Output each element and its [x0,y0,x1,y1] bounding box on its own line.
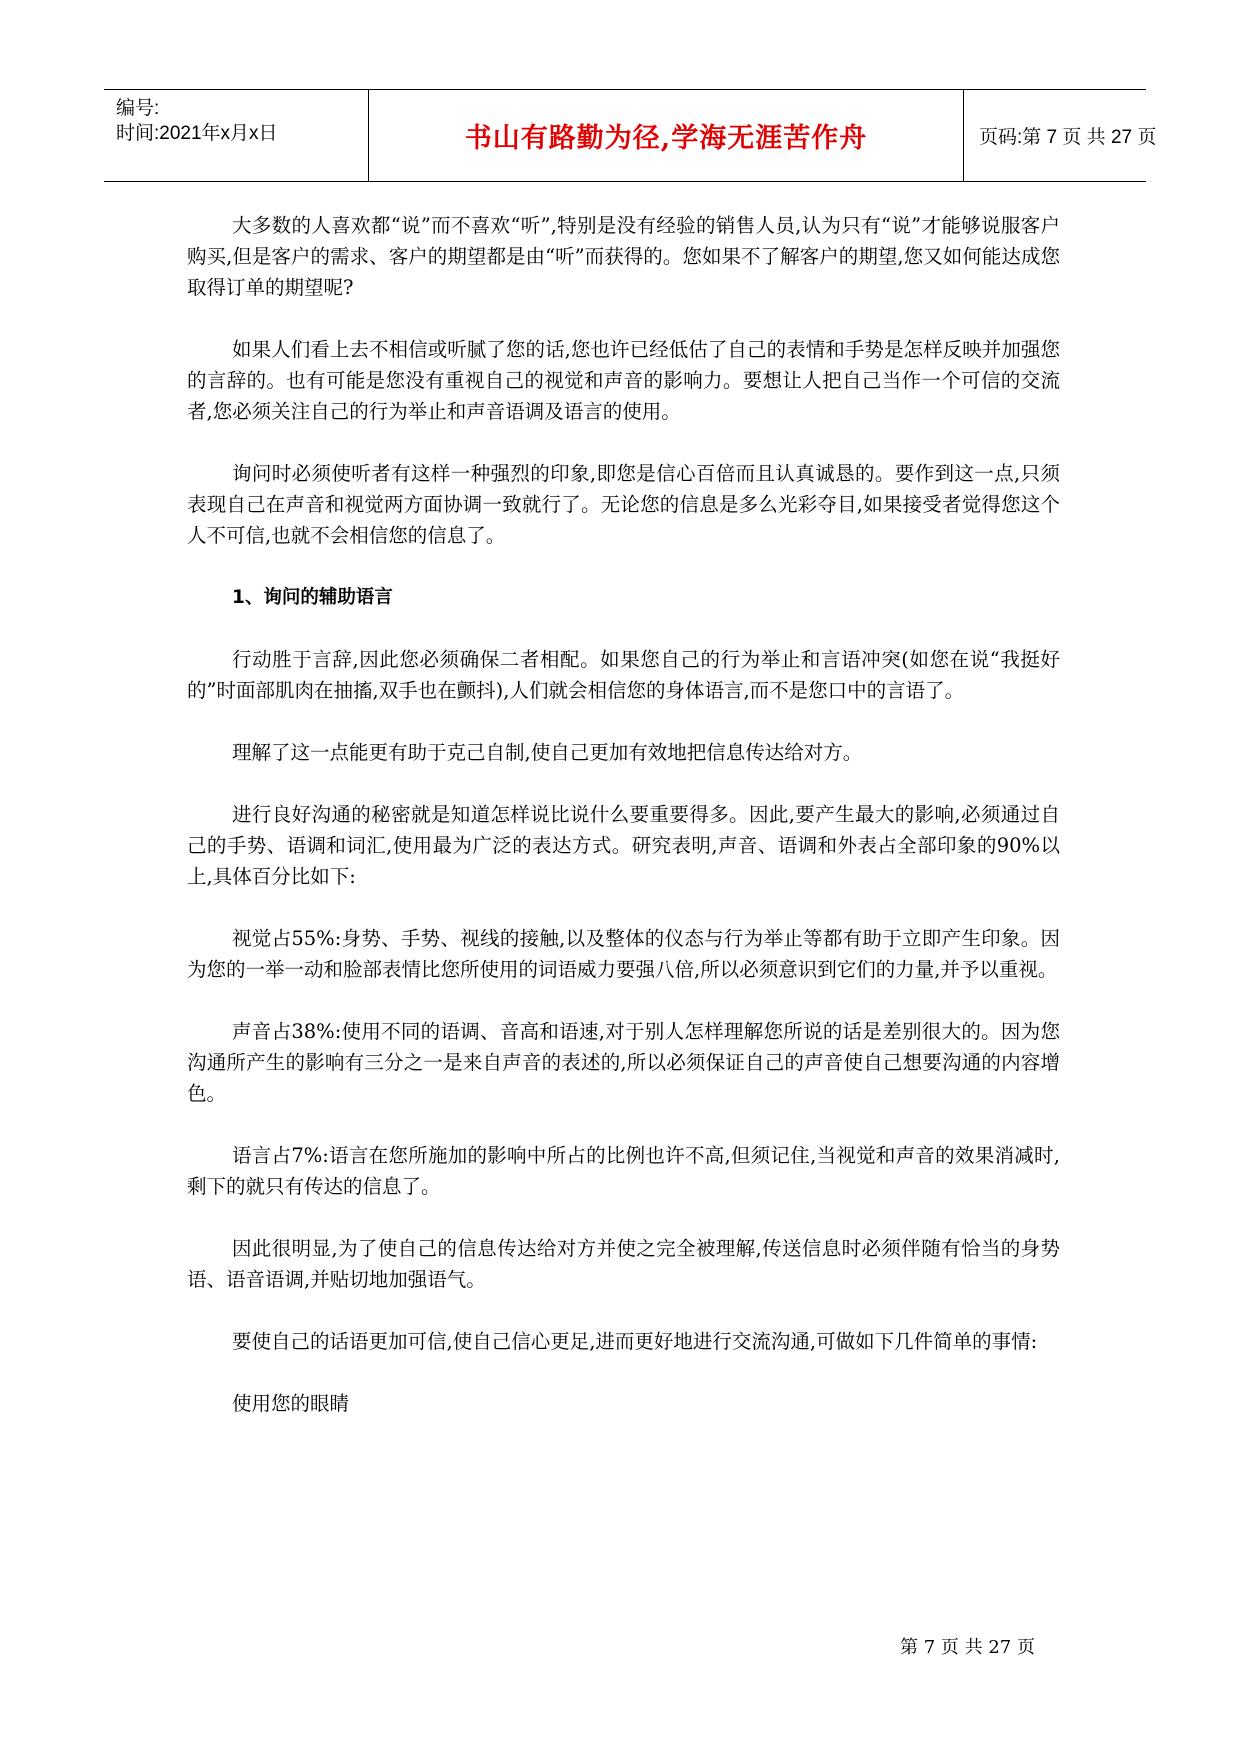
body-paragraph: 声音占38%:使用不同的语调、音高和语速,对于别人怎样理解您所说的话是差别很大的。因为您沟通所产生的影响有三分之一是来自声音的表述的,所以必须保证自己的声音使自己想要沟通的内容增色。 [187,1020,1060,1105]
body-paragraph: 询问时必须使听者有这样一种强烈的印象,即您是信心百倍而且认真诚恳的。要作到这一点,只须表现自己在声音和视觉两方面协调一致就行了。无论您的信息是多么光彩夺目,如果接受者觉得您这个人不可信,也就不会相信您的信息了。 [187,462,1060,547]
header-info-cell [104,90,369,181]
body-paragraph: 如果人们看上去不相信或听腻了您的话,您也许已经低估了自己的表情和手势是怎样反映并加强您的言辞的。也有可能是您没有重视自己的视觉和声音的影响力。要想让人把自己当作一个可信的交流者,您必须关注自己的行为举止和声音语调及语言的使用。 [187,338,1060,423]
section-heading: 1、询问的辅助语言 [232,587,393,608]
document-body [187,210,1060,1450]
footer-page-number: 第 7 页 共 27 页 [900,1637,1035,1658]
document-time-label: 时间:2021年x月x日 [116,123,278,144]
body-paragraph: 使用您的眼睛 [232,1392,350,1415]
body-paragraph: 语言占7%:语言在您所施加的影响中所占的比例也许不高,但须记住,当视觉和声音的效果消减时,剩下的就只有传达的信息了。 [187,1144,1060,1198]
body-paragraph: 理解了这一点能更有助于克己自制,使自己更加有效地把信息传达给对方。 [232,741,863,764]
header-page-cell [964,90,1157,181]
body-paragraph: 要使自己的话语更加可信,使自己信心更足,进而更好地进行交流沟通,可做如下几件简单的事情: [232,1330,1038,1353]
document-header [104,89,1157,182]
document-number-label: 编号: [116,98,160,119]
header-page-number: 页码:第 7 页 共 27 页 [979,127,1157,148]
body-paragraph: 因此很明显,为了使自己的信息传达给对方并使之完全被理解,传送信息时必须伴随有恰当的身势语、语音语调,并贴切地加强语气。 [187,1237,1060,1291]
body-paragraph: 进行良好沟通的秘密就是知道怎样说比说什么要重要得多。因此,要产生最大的影响,必须通过自己的手势、语调和词汇,使用最为广泛的表达方式。研究表明,声音、语调和外表占全部印象的90%以上,具体百分比如下: [187,803,1060,888]
body-paragraph: 行动胜于言辞,因此您必须确保二者相配。如果您自己的行为举止和言语冲突(如您在说“我挺好的”时面部肌肉在抽搐,双手也在颤抖),人们就会相信您的身体语言,而不是您口中的言语了。 [187,648,1060,702]
header-motto-cell [369,90,964,181]
body-paragraph: 视觉占55%:身势、手势、视线的接触,以及整体的仪态与行为举止等都有助于立即产生印象。因为您的一举一动和脸部表情比您所使用的词语威力要强八倍,所以必须意识到它们的力量,并予以重视。 [187,927,1060,981]
header-motto: 书山有路勤为径,学海无涯苦作舟 [464,123,868,154]
body-paragraph: 大多数的人喜欢都“说”而不喜欢“听”,特别是没有经验的销售人员,认为只有“说”才能够说服客户购买,但是客户的需求、客户的期望都是由“听”而获得的。您如果不了解客户的期望,您又如何能达成您取得订单的期望呢? [187,214,1060,299]
